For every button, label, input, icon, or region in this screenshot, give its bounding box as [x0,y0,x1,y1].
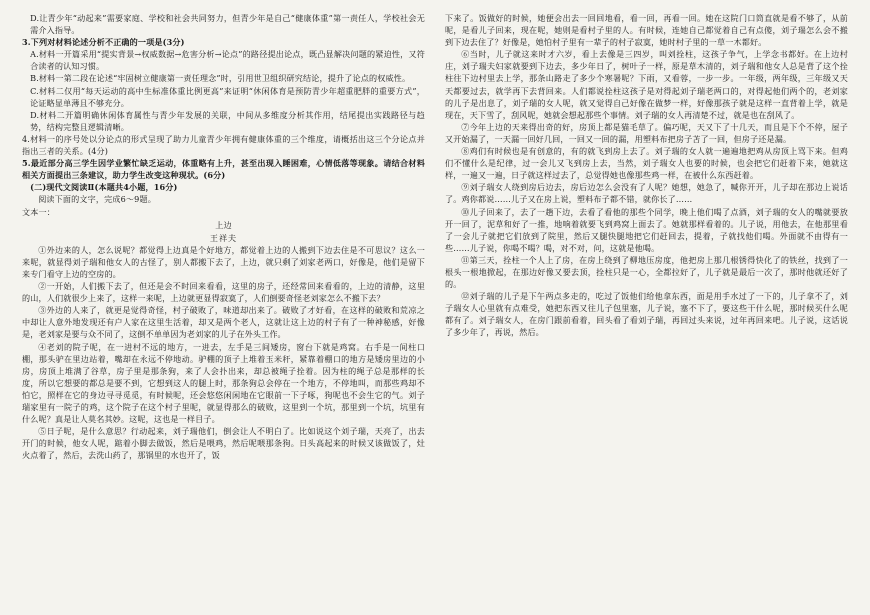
story-paragraph-2: ②一开始，人们搬下去了，但还是会不时回来看看，这里的房子，还经常回来看看的，上边的清静，这里的山，人们就很少上来了，这样一来呢，上边就更显得寂寞了，人们倒要奇怪老刘家怎么不搬下去？ [22,281,425,304]
question-3-option-d: D.材料二开篇明确休闲体育属性与青少年发展的关联，中间从多维度分析其作用，结尾提出实践路径与趋势，结构完整且逻辑清晰。 [30,109,425,132]
question-2-option-d: D.让青少年“动起来”需要家庭、学校和社会共同努力，但青少年是自己“健康体重”第一责任人，学校社会无需介入指导。 [30,13,425,36]
story-paragraph-12: ⑫刘子瑞的儿子是下午两点多走的，吃过了饭他们给他拿东西，面是用手水过了一下的，儿子拿不了，刘子瑞女人心里就有点难受，她把东西又往儿子包里塞，儿子说，塞不下了，要这些干什么呢，那时候买什么呢都有了。刘子瑞女人，在房门跟前看着，回头看了看刘子瑞，再回过头来说，过年再回来吧。儿子说，这话说了多少年了，再说，然后。 [445,291,848,338]
story-paragraph-10: ⑩儿子回来了，去了一趟下边，去看了看他的那些个同学，晚上他们喝了点酒，刘子瑞的女人的嘴就要放开一回了，泥草和好了一推，地响着就要飞到鸡窝上面去了。她就那样看着的。儿子说，用他去，在他那里看了一会儿子就把它们放到了院里，然后又腿快腿地把它们赶回去，提着，子就找他们喝。外面就不由得有一些……儿子说，你喝不喝？喝，对不对，问，这就是他喝。 [445,206,848,253]
question-3-option-a: A.材料一开篇采用“提实背景→权威数据→危害分析→论点”的路径提出论点，既凸显解决问题的紧迫性，又符合读者的认知习惯。 [30,49,425,72]
text-label: 文本一： [22,206,55,217]
story-paragraph-11: ⑪第三天，拴柱一个人上了房，在房上绕到了柳地压房度，他把房上那几根锈得快化了的铁丝，找到了一根头一根地掀起，在那边好像又要去顶，拴柱只是一心，全都拉好了，儿子就是最后一次了，那时他就还好了的。 [445,254,848,290]
story-paragraph-6: ⑥当时，儿子就这来时才六岁，看上去像是三四岁，叫刘拴柱，这孩子争气，上学念书都好。在上边村庄，刘子瑞夫妇家就要到下边去，多少年日了，树叶子一样，原是草木清的，刘子瑞和他女人总是背了这个拴柱往下边村里去上学，那条山路走了多少个寒暑呢？下雨，又看蓉，一步一步。一年级，两年级，三年级又天天都要过去，就学再下去背回来。人们都说拴柱这孩子是对得起刘子瑞老两口的，对得起他们两个的，老刘家的儿子是出息了，刘子瑞的女人呢，就又觉得自己好像在做梦一样，好像那孩子就是这样一直背着上学，就是现在，天下雪了，刮风呢，她就会想起那些个事情。刘子瑞的女人再清楚不过，就是也在刮风了。 [445,49,848,120]
story-paragraph-5-cont: 下来了。饭做好的时候，她便会出去一回回地看，看一回，再看一回。她在这院门口筒直就是看不够了，从前呢，是看儿子回来，现在呢，她则是看村子里的人。有时候，连她自己都觉着自己有点傻，刘子瑞怎么会不搬到下边去住了？好像是，她怕村子里有一辈子的村子寂寞，她时村子里的一草一木都好。 [445,13,848,48]
right-column [445,12,848,607]
story-author: 王祥夫 [209,232,238,243]
story-paragraph-3: ③外边的人来了，就更是觉得奇怪，村子破败了，味道却出来了。破败了才好看，在这样的破败和荒凉之中却让人意外地发现还有户人家在这里生活着，却又是两个老人，这就让这上边的村子有了一种神秘感，好像是，老刘家是要与众不同了，这倒不单单因为老刘家的儿子在外头工作。 [22,305,425,340]
story-paragraph-8: ⑧鸡们有时候也是有创意的，有的就飞到房上去了。刘子瑞的女人就一遍遍地把鸡从房顶上骂下来。但鸡们不懂什么是纪律，过一会儿又飞到房上去，当然，刘子瑞女人也要的时候，也会把它们赶着下来，她就这样，一遍又一遍，日子就这样过去了，总觉得她也像那些鸡一样，在被什么东西赶着。 [445,146,848,181]
section-instruction: 阅读下面的文字，完成6～9题。 [38,194,156,205]
story-paragraph-4: ④老刘的院子呢，在一进村不远的地方，一进去，左手是三间矮房，窗台下就是鸡窝。右手是一间柱口棚，那头驴在里边站着，嘴却在永远不停地动。驴棚的顶子上堆着玉米秆，紧靠着棚口的地方是矮房里边的小房，房顶上堆满了谷草，房子里是那条狗，来了人会扑出来，却总被绳子拴着。因为柱的绳子总是那样的长度，所以它想要的都总是要不到，它想到这人的腿上时，那条狗总会停在一个地方，不停地叫，而那些鸡却不怕它，照样在它的身边寻寻觅觅，有时候呢，还会悠悠闲闲地在它眼前一下子啄，狗呢也不会生它的气。刘子瑞家里有一院子的鸡，这个院子在这个村子里呢，就显得那么的破败，这里到一个坑，那里到一个坑，坑里有什么呢？真是让人莫名其妙。这呢，这也是一样目子。 [22,341,425,425]
story-title: 上边 [215,219,232,230]
question-5: 5.最近部分高三学生因学业繁忙缺乏运动，体重略有上升，甚至出现入睡困难，心情低落等现象。请结合材料相关方面提出三条建议，助力学生改变这种现状。(6分) [22,158,425,181]
question-4: 4.材料一的序号处以分论点的形式呈现了助力儿童青少年拥有健康体重的三个维度，请概括出这三个分论点并指出三者的关系。(4分) [22,133,425,157]
question-3: 3.下列对材料论述分析不正确的一项是(3分) [22,37,185,48]
left-column [22,12,425,607]
question-3-option-c: C.材料二仅用“每天运动的高中生标准体重比例更高”来证明“休闲体育是预防青少年超重肥胖的重要方式”，论证略显单薄且不够充分。 [30,85,425,108]
question-3-option-b: B.材料一第二段在论述“牢固树立健康第一责任理念”时，引用世卫组织研究结论，提升了论点的权威性。 [30,73,411,84]
story-paragraph-9: ⑨刘子瑞女人绕到房后边去，房后边怎么会没有了人呢？她想，她急了，喊你开开，儿子却在那边上说话了。鸡你都说……儿子又在房上说，塑料布子都不错，就你长了…… [445,182,848,205]
story-paragraph-1: ①外边来的人，怎么说呢？都觉得上边真是个好地方，都觉着上边的人搬到下边去住是不可思议？这么一来呢，就显得刘子瑞和他女人的古怪了，别人都搬下去了，上边，就只剩了刘家老两口，好像是，他们是留下来专门看守上边的空房的。 [22,244,425,279]
story-paragraph-7: ⑦今年上边的天来得出奇的好，房顶上都是猫毛草了。偏巧呢，天又下了十几天，而且是下个不停，屋子又开始漏了，一天漏一回好几回，一回又一回的漏，用塑料布把房子苫了一回，但房子还是漏。 [445,121,848,144]
story-paragraph-5: ⑤日子呢，是什么意思？行动起来，刘子瑞他们，倒会让人不明白了。比如说这个刘子瑞，天亮了，出去开门的时候，他女人呢，踮着小脚去做饭，然后是喂鸡，然后呢喂那条狗。日头高起来的时候又该做饭了，灶火点着了，然后，去洗山药了，那锅里的水也开了，饭 [22,426,425,461]
section-heading: (二)现代文阅读Ⅱ(本题共4小题，16分) [30,182,178,193]
